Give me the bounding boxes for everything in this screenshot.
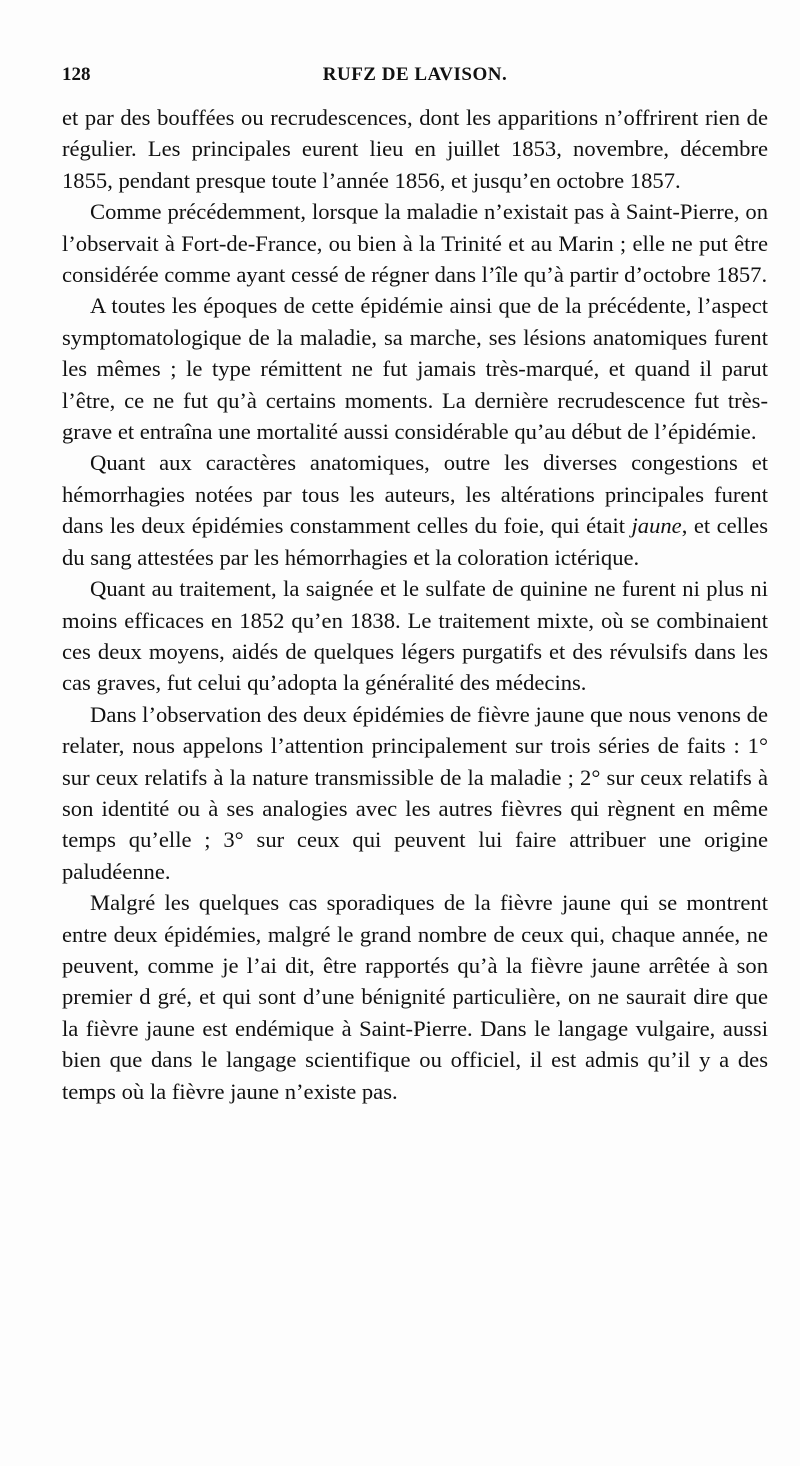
- paragraph: A toutes les époques de cette épidémie ainsi que de la précédente, l’aspect symptomatologique de la maladie, sa marche, ses lésions anatomiques furent les mêmes ; le type rémittent ne fut jamais très-marqué, et quand il parut l’être, ce ne fut qu’à certains moments. La dernière recrudescence fut très-grave et entraîna une mortalité aussi considérable qu’au début de l’épidémie.: [62, 293, 768, 445]
- page-header: [62, 64, 768, 94]
- page-number: 128: [62, 64, 91, 85]
- italic-word: jaune: [631, 513, 682, 539]
- paragraph: et par des bouffées ou recrudescences, dont les apparitions n’offrirent rien de régulier. Les principales eurent lieu en juillet 1853, novembre, décembre 1855, pendant presque toute l’année 1856, et jusqu’en octobre 1857.: [62, 105, 768, 193]
- paragraph: [62, 447, 768, 573]
- paragraph: Dans l’observation des deux épidémies de fièvre jaune que nous venons de relater, nous appelons l’attention principalement sur trois séries de faits : 1° sur ceux relatifs à la nature transmissible de la maladie ; 2° sur ceux relatifs à son identité ou à ses analogies avec les autres fièvres qui règnent en même temps qu’elle ; 3° sur ceux qui peuvent lui faire attribuer une origine paludéenne.: [62, 701, 768, 884]
- paragraph-text: , et celles du sang attestées par les hémorrhagies et la coloration ictérique.: [62, 513, 768, 570]
- running-title: RUFZ DE LAVISON.: [322, 64, 508, 85]
- paragraph: Comme précédemment, lorsque la maladie n’existait pas à Saint-Pierre, on l’observait à Fort-de-France, ou bien à la Trinité et au Marin ; elle ne put être considérée comme ayant cessé de régner dans l’île qu’à partir d’octobre 1857.: [62, 199, 768, 288]
- paragraph: Malgré les quelques cas sporadiques de la fièvre jaune qui se montrent entre deux épidémies, malgré le grand nombre de ceux qui, chaque année, ne peuvent, comme je l’ai dit, être rapportés qu’à la fièvre jaune arrêtée à son premier d gré, et qui sont d’une bénignité particulière, on ne saurait dire que la fièvre jaune est endémique à Saint-Pierre. Dans le langage vulgaire, aussi bien que dans le langage scientifique ou officiel, il est admis qu’il y a des temps où la fièvre jaune n’existe pas.: [62, 890, 768, 1104]
- paragraph: Quant au traitement, la saignée et le sulfate de quinine ne furent ni plus ni moins efficaces en 1852 qu’en 1838. Le traitement mixte, où se combinaient ces deux moyens, aidés de quelques légers purgatifs et des révulsifs dans les cas graves, fut celui qu’adopta la généralité des médecins.: [62, 576, 768, 696]
- body-text: [62, 102, 768, 1107]
- paragraph-text: Quant aux caractères anatomiques, outre les diverses congestions et hémorrhagies notées par tous les auteurs, les altérations principales furent dans les deux épidémies constamment celles du foie, qui était: [62, 450, 768, 539]
